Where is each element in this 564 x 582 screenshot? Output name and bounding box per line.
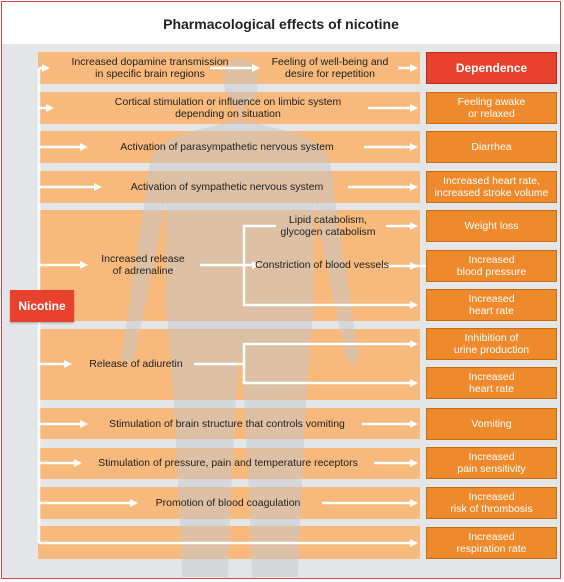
- diagram-frame: [1, 1, 561, 579]
- effect-box-4: Weight loss: [426, 210, 557, 242]
- diagram-title: Pharmacological effects of nicotine: [2, 2, 560, 44]
- mechanism-receptors: Stimulation of pressure, pain and temperature receptors: [98, 457, 358, 469]
- effect-box-8: Increased heart rate: [426, 367, 557, 399]
- mechanism-cortical: Cortical stimulation or influence on limbic system depending on situation: [114, 96, 342, 120]
- intermediate-vasoconstriction: Constriction of blood vessels: [255, 259, 389, 271]
- effect-box-2: Diarrhea: [426, 131, 557, 163]
- mechanism-dopamine: Increased dopamine transmission in specific brain regions: [71, 56, 229, 80]
- intermediate-catabolism: Lipid catabolism, glycogen catabolism: [280, 214, 376, 238]
- effect-box-0: Dependence: [426, 52, 557, 84]
- effect-box-7: Inhibition of urine production: [426, 328, 557, 360]
- effect-box-11: Increased risk of thrombosis: [426, 487, 557, 519]
- mechanism-adrenaline: Increased release of adrenaline: [101, 253, 185, 277]
- mechanism-vomiting-center: Stimulation of brain structure that controls vomiting: [109, 418, 345, 430]
- effect-box-5: Increased blood pressure: [426, 250, 557, 282]
- effect-box-6: Increased heart rate: [426, 289, 557, 321]
- effect-box-3: Increased heart rate, increased stroke volume: [426, 171, 557, 203]
- effect-box-1: Feeling awake or relaxed: [426, 92, 557, 124]
- mechanism-sympathetic: Activation of sympathetic nervous system: [130, 181, 324, 193]
- nicotine-source-box: Nicotine: [10, 290, 74, 322]
- mechanism-coagulation: Promotion of blood coagulation: [155, 497, 301, 509]
- mechanism-parasympathetic: Activation of parasympathetic nervous system: [120, 141, 334, 153]
- mechanism-adiuretin: Release of adiuretin: [89, 358, 183, 370]
- effect-box-10: Increased pain sensitivity: [426, 447, 557, 479]
- intermediate-wellbeing: Feeling of well-being and desire for repetition: [271, 56, 389, 80]
- effect-box-9: Vomiting: [426, 408, 557, 440]
- effect-box-12: Increased respiration rate: [426, 527, 557, 559]
